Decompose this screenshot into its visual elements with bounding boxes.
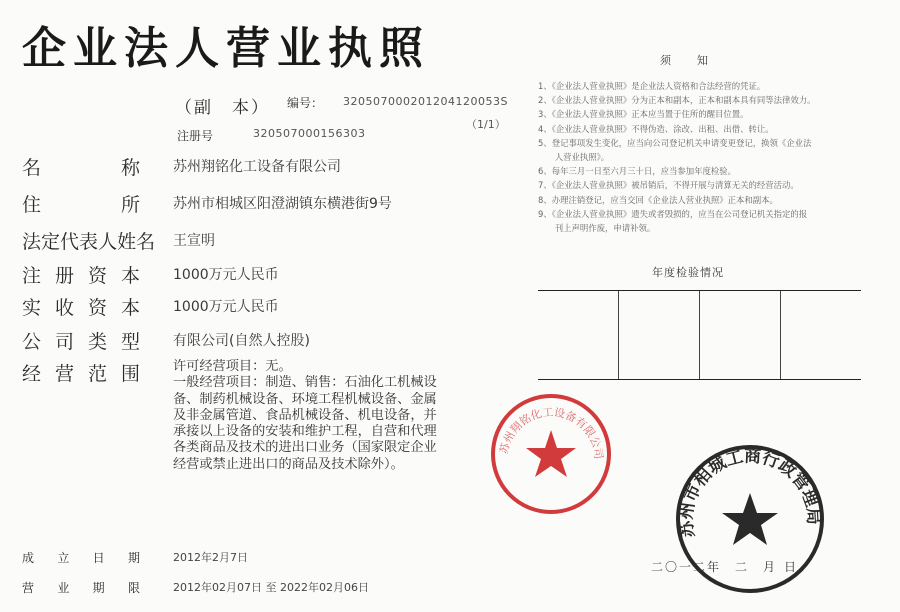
- field-value: 苏州翔铭化工设备有限公司: [173, 159, 341, 175]
- field-value: 苏州市相城区阳澄湖镇东横港街9号: [173, 196, 392, 212]
- field-label: 公 司 类 型: [22, 331, 140, 353]
- inspection-cell: [618, 291, 699, 379]
- authority-seal-star: [722, 493, 778, 545]
- field-label: 实 收 资 本: [22, 297, 140, 319]
- inspection-cell: [780, 291, 861, 379]
- inspection-table: [538, 290, 861, 380]
- inspection-title: 年度检验情况: [652, 266, 724, 279]
- field-label: 注 册 资 本: [22, 265, 140, 287]
- issue-date-label: 二〇一二年 二 月: [651, 560, 778, 574]
- inspection-cell: [699, 291, 780, 379]
- notice-item: 8、办理注销登记，应当交回《企业法人营业执照》正本和副本。: [538, 194, 778, 205]
- business-term-label: 营 业 期 限: [22, 581, 140, 595]
- authority-seal-text: 苏州市相城工商行政管理局: [676, 446, 824, 540]
- company-seal-icon: [487, 390, 615, 518]
- field-value: 有限公司(自然人控股): [173, 333, 310, 349]
- serial-value: 320507000201204120053S: [343, 95, 508, 108]
- establish-date-value: 2012年2月7日: [173, 551, 248, 564]
- field-label: 名 称: [22, 157, 140, 179]
- field-value: 1000万元人民币: [173, 267, 279, 283]
- license-title: 企业法人营业执照: [22, 23, 430, 74]
- notice-list: [538, 79, 858, 235]
- field-value: 1000万元人民币: [173, 299, 279, 315]
- field-label: 住 所: [22, 194, 140, 216]
- notice-item: 刊上声明作废，申请补领。: [538, 223, 656, 234]
- serial-label: 编号：: [287, 96, 324, 110]
- notice-item: 4、《企业法人营业执照》不得伪造、涂改、出租、出借、转让。: [538, 123, 774, 134]
- notice-item: 6、每年三月一日至六月三十日，应当参加年度检验。: [538, 166, 736, 177]
- notice-item: 1、《企业法人营业执照》是企业法人资格和合法经营的凭证。: [538, 81, 766, 91]
- copy-label: （副 本）: [175, 98, 270, 118]
- notice-item: 2、《企业法人营业执照》分为正本和副本，正本和副本具有同等法律效力。: [538, 95, 816, 106]
- company-seal-star: [526, 430, 576, 477]
- business-scope: [173, 359, 493, 473]
- business-term-value: 2012年02月07日 至 2022年02月06日: [173, 581, 369, 594]
- notice-title: 须知: [660, 54, 734, 67]
- scope-line: 经营或禁止进出口的商品及技术除外）。: [173, 456, 404, 472]
- scope-line: 备、制药机械设备、环境工程机械设备、金属: [173, 391, 437, 407]
- notice-item: 5、登记事项发生变化，应当向公司登记机关申请变更登记，换领《企业法: [538, 137, 812, 148]
- notice-item: 7、《企业法人营业执照》被吊销后，不得开展与清算无关的经营活动。: [538, 180, 799, 191]
- scope-line: 一般经营项目：制造、销售：石油化工机械设: [173, 375, 437, 391]
- notice-item: 人营业执照》。: [538, 152, 610, 163]
- issue-date-day: 日: [784, 560, 797, 574]
- field-value: 王宣明: [173, 233, 215, 249]
- field-label: 法 定 代 表 人 姓 名: [22, 231, 156, 253]
- company-seal-text: 苏州翔铭化工设备有限公司: [497, 405, 606, 460]
- scope-line: 各类商品及技术的进出口业务（国家限定企业: [173, 440, 437, 456]
- scope-line: 承接以上设备的安装和维护工程，自营和代理: [173, 424, 437, 440]
- notice-item: 9、《企业法人营业执照》遗失或者毁损的，应当在公司登记机关指定的报: [538, 208, 808, 219]
- registration-label: 注册号: [177, 129, 214, 143]
- page-count: （1/1）: [466, 118, 506, 131]
- scope-line: 及非金属管道、食品机械设备、机电设备，并: [173, 407, 437, 423]
- registration-value: 320507000156303: [253, 127, 366, 140]
- establish-date-label: 成 立 日 期: [22, 551, 140, 565]
- scope-label: 经 营 范 围: [22, 363, 140, 385]
- inspection-cell: [538, 291, 618, 379]
- notice-item: 3、《企业法人营业执照》正本应当置于住所的醒目位置。: [538, 109, 749, 120]
- scope-line: 许可经营项目：无。: [173, 359, 292, 374]
